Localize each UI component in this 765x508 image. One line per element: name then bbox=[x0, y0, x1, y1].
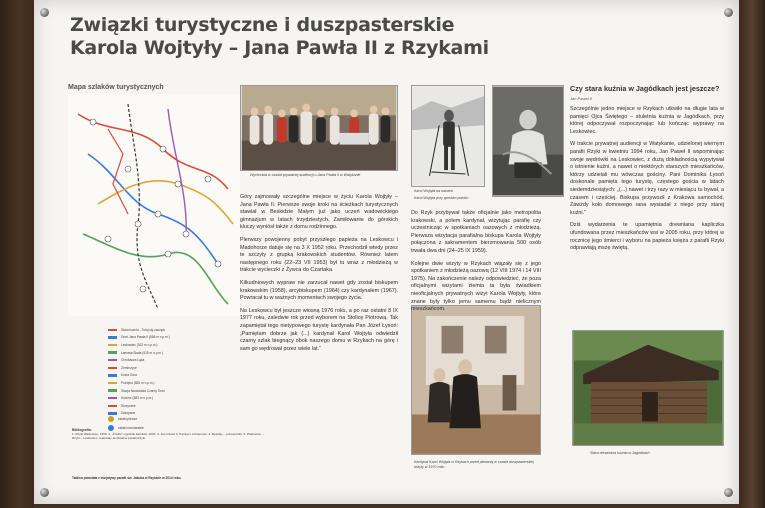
legend-item bbox=[108, 394, 238, 402]
legend-item bbox=[108, 379, 238, 387]
legend-label: Groń Jana Pawła II (886 m n.p.m.) bbox=[121, 335, 170, 340]
paragraph: W trakcie prywatnej audiencji w Watykanie, udzielonej wiernym parafii Rzyki w kwietniu 1994 roku, Jan Paweł II wspominając swoje wędrówki na Leskowiec, z dużą dokładnością wypytywał o istnienie kuźni, a nawet o niektórych starszych mieszkańców, którzy udzielali mu wówczas gościny. Pani Dominika Łysoń doskonale pamięta tego turystę, częstego gościa w latach siedemdziesiątych: „(...) nawet i trzy razy w miesiącu tu bywał, a czasem i częściej. Biskupa przywoził z Krakowa samochód. Zawżdy koło domowego rana wysiadał z niego przy starej kuźni.” bbox=[570, 141, 724, 216]
map-legend bbox=[108, 326, 238, 417]
title-line-1: Związki turystyczne i duszpasterskie bbox=[70, 14, 455, 36]
trail-color-swatch-icon bbox=[108, 336, 117, 338]
paragraph: Kolejne dwie wizyty w Rzykach wiązały się z jego spotkaniem z młodzieżą oazową (12 VIII 1974 i 14 VIII 1975). Na zakończenie należy odpowiedzieć, że poza oficjalnymi wizytami ziemia ta była świadkiem nieoficjalnych prywatnych wizyt Karola Wojtyły, które znane były tylko jemu samemu bądź nielicznym mieszkańcom. bbox=[411, 260, 541, 313]
side-section-title: Czy stara kuźnia w Jagódkach jest jeszcze? bbox=[570, 84, 720, 93]
bibliography: Bibliografia: 1. Rzyki Wadowice, 1999. 2. „Źródło” tygodnik katolicki, 2004. 3. Jan Paweł II, Pamięć i tożsamość. 4. Beskidy – przewodnik. 5. Wadowice – Rzyki – Leskowiec, materiały archiwalne parafii Rzyki. bbox=[72, 428, 264, 440]
trail-map bbox=[68, 94, 240, 316]
legend-label: Skrzyczne bbox=[121, 403, 136, 408]
legend-item bbox=[108, 356, 238, 364]
legend-label: Chrobacza Łąka bbox=[121, 358, 145, 363]
trail-color-swatch-icon bbox=[108, 351, 117, 353]
text-column-1 bbox=[240, 194, 398, 358]
legend-item bbox=[108, 341, 238, 349]
paragraph: Na Leskowcu był jeszcze wiosną 1976 roku, a po raz ostatni 8 IX 1977 roku, zaledwie rok przed wyborem na Stolicę Piotrową. Tak zapamiętał tego nietypowego turystę kardynała Pan Józef Łysoń: „Pamiętam dobrze jak (...) kardynał Karol Wojtyła odwiedził czarny szlak biegnący obok naszego domu w Rzykach na górę i sam go wędrował przez wiele lat.” bbox=[240, 307, 398, 352]
trail-color-swatch-icon bbox=[108, 344, 117, 346]
cardinal-photo bbox=[411, 305, 541, 455]
forge-photo bbox=[572, 330, 724, 446]
legend-label: Kozia Góra bbox=[121, 373, 137, 378]
paragraph: Kilkudniowych wypraw nie zarzucał nawet gdy został biskupem krakowskim (1958), arcybiskupem (1964) czy kardynałem (1967). Powracał tu w ważnych momentach swojego życia. bbox=[240, 279, 398, 302]
group-photo bbox=[240, 85, 398, 171]
title-line-2: Karola Wojtyły – Jana Pawła II z Rzykami bbox=[70, 37, 489, 59]
paragraph: Dziś wydarzenia te upamiętnia drewniana kapliczka ufundowana przez mieszkańców wsi w 2005 roku, przy której w rocznicę jego śmierci i wyboru na papieża księża z parafii Rzyki odprawiają mszę świętą. bbox=[570, 222, 724, 252]
board-title bbox=[70, 14, 590, 60]
legend-item bbox=[108, 326, 238, 334]
text-column-2 bbox=[411, 210, 541, 319]
legend-item bbox=[108, 364, 238, 372]
legend-label: Kocierz (883 m n.p.m.) bbox=[121, 396, 154, 401]
trail-color-swatch-icon bbox=[108, 382, 117, 384]
legend-label: Leskowiec (922 m n.p.m.) bbox=[121, 342, 158, 347]
group-photo-caption: Wycieczka w czasie prywatnej audiencji u Jana Pawła II w Watykanie bbox=[250, 173, 361, 177]
screw-icon bbox=[40, 8, 49, 17]
forge-photo-caption: Stara drewniana kuźnia w Jagódkach bbox=[590, 451, 650, 455]
legend-label: Zembrzyce bbox=[121, 365, 137, 370]
trail-color-swatch-icon bbox=[108, 389, 117, 391]
legend-label: Stara kuźnia - Tutaj się zaczęło bbox=[121, 327, 166, 332]
wooden-post-left bbox=[0, 0, 34, 508]
trail-color-swatch-icon bbox=[108, 329, 117, 331]
cardinal-photo-caption: Kardynał Karol Wojtyła w Rzykach przed plebanią w czasie duszpasterskiej wizyty w 1970 roku bbox=[414, 460, 534, 469]
trail-color-swatch-icon bbox=[108, 359, 117, 361]
legend-item bbox=[108, 349, 238, 357]
paragraph: Szczególnie jedno miejsce w Rzykach utkwiło na długie lata w pamięci Ojca Świętego – stuletnia kuźnia w Jagódkach, przy której odpoczywał rozpoczynając lub kończąc wyprawy na Leskowiec. bbox=[570, 106, 724, 135]
hiking-symbol-icon bbox=[108, 416, 114, 422]
trail-color-swatch-icon bbox=[108, 374, 117, 376]
paragraph: Góry zajmowały szczególne miejsce w życiu Karola Wojtyły – Jana Pawła II. Pierwsze swoje kroki na ścieżkach turystycznych stawiał w Beskidzie Małym już jako uczeń wadowickiego gimnazjum w latach trzydziestych. Zamiłowanie do górskich kluczy wyniósł także z domu rodzinnego. bbox=[240, 194, 398, 231]
info-board bbox=[34, 0, 739, 504]
wooden-post-right bbox=[739, 0, 765, 508]
side-section-subtitle: Jan Paweł II bbox=[570, 96, 592, 101]
text-column-3 bbox=[570, 106, 724, 258]
screw-icon bbox=[40, 488, 49, 497]
footnote: Tablica powstała z inicjatywy parafii św. Jakuba w Rzykach w 2014 roku. bbox=[72, 476, 182, 480]
legend-label: Stacja Narciarska Czarny Groń bbox=[121, 388, 165, 393]
skier-photo-caption: Karol Wojtyła na nartach bbox=[414, 189, 454, 193]
legend-item bbox=[108, 334, 238, 342]
legend-ski-row: szlaki narciarskie bbox=[108, 423, 144, 432]
trail-color-swatch-icon bbox=[108, 367, 117, 369]
legend-item bbox=[108, 402, 238, 410]
paragraph: Pierwszy powojenny pobyt przyszłego papieża na Leskowcu i Madohorze datuje się na 3 X 1952 roku. Przechodził wtedy przez te szczyty z grupką krakowskich studentów. Również latem następnego roku (22–23 VII 1953) był tu wraz z młodzieżą w trakcie wycieczki z Żywca do Czartaka. bbox=[240, 236, 398, 274]
map-title: Mapa szlaków turystycznych bbox=[68, 84, 164, 91]
trail-color-swatch-icon bbox=[108, 405, 117, 407]
skier-photo bbox=[411, 85, 485, 187]
resting-photo-caption: Karol Wojtyła przy gorskim potoku bbox=[414, 196, 469, 200]
legend-hiking-row: szlaki piesze bbox=[108, 414, 144, 423]
legend-label: Potrójna (883 m n.p.m.) bbox=[121, 380, 155, 385]
screw-icon bbox=[724, 488, 733, 497]
legend-item bbox=[108, 387, 238, 395]
resting-photo bbox=[492, 85, 564, 197]
legend-item bbox=[108, 372, 238, 380]
paragraph: Do Rzyk przybywał także oficjalnie jako metropolita krakowski, a potem kardynał, wizytując parafię czy uczestnicząc w spotkaniach oazowych z młodzieżą. Pierwsza wizytacja parafialna biskupa Karola Wojtyły połączona z sakramentem bierzmowania 500 osób trwała dwa dni (24–25 IX 1959). bbox=[411, 210, 541, 254]
legend-label: Zakopane bbox=[121, 411, 136, 416]
trail-color-swatch-icon bbox=[108, 397, 117, 399]
screw-icon bbox=[724, 8, 733, 17]
legend-label: Łamana Skała (935 m n.p.m.) bbox=[121, 350, 163, 355]
